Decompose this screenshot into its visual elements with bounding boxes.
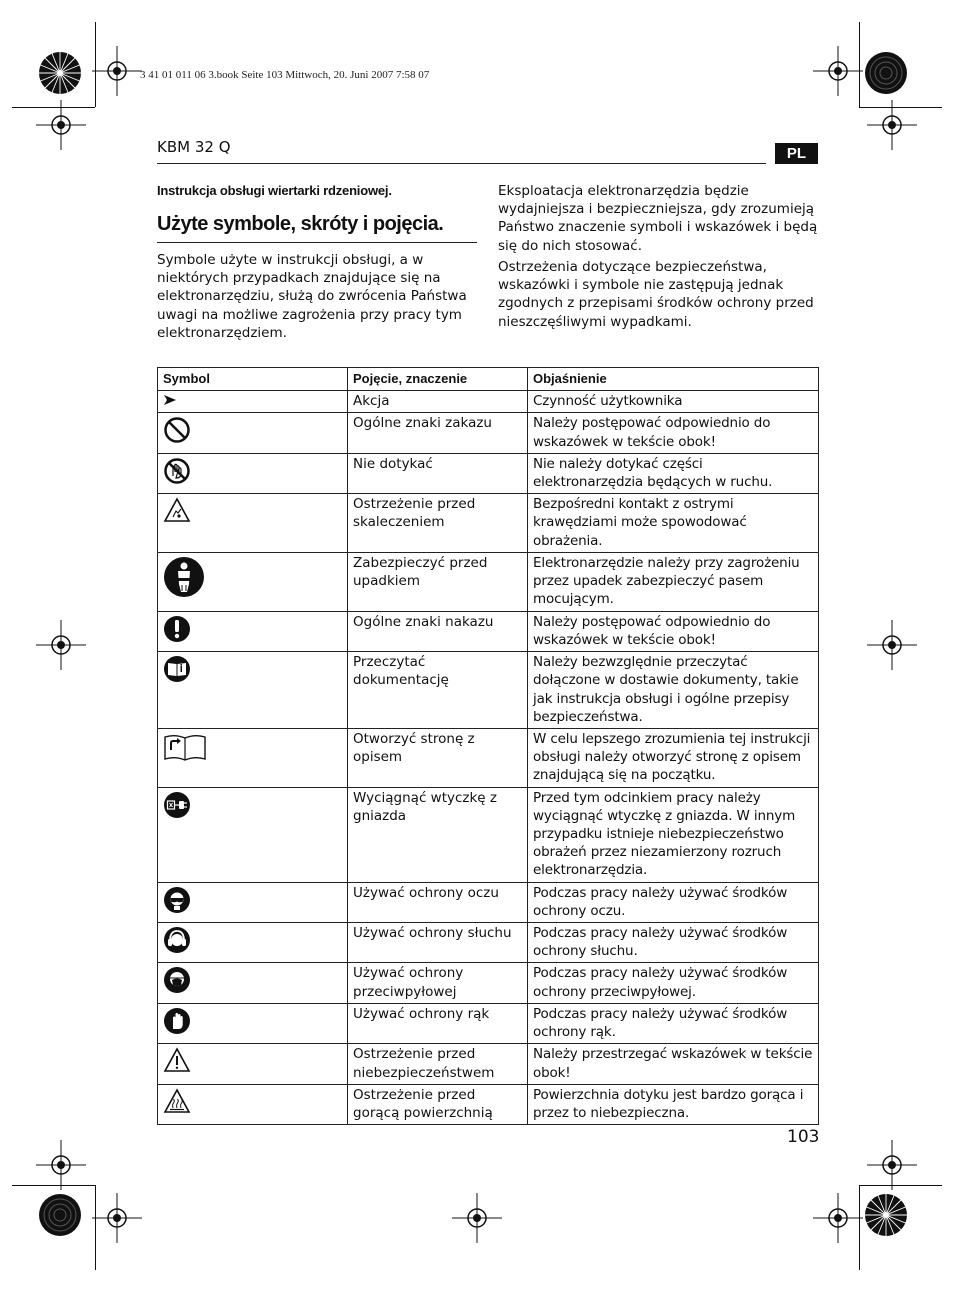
intro-paragraph-right-1: Eksploatacja elektronarzędzia będzie wydajniejsza i bezpieczniejsza, gdy zrozumieją Państwo znaczenie symboli i wskazówek i będą się do nich stosować. [498,183,818,254]
table-row [158,729,819,788]
table-header-row [158,368,819,391]
safety-belt-icon [163,556,205,598]
registration-mark-icon [30,43,90,103]
symbol-explanation: Podczas pracy należy używać środków ochrony słuchu. [528,923,819,963]
crosshair-mark-icon [36,620,86,670]
registration-mark-icon [856,43,916,103]
symbol-explanation: Bezpośredni kontakt z ostrymi krawędziami może spowodować obrażenia. [528,494,819,553]
symbol-explanation: Należy przestrzegać wskazówek w tekście obok! [528,1044,819,1084]
mandatory-sign-icon [163,615,191,643]
crosshair-mark-icon [813,1193,863,1243]
column-header-term: Pojęcie, znaczenie [348,368,528,391]
symbol-explanation: Nie należy dotykać części elektronarzędzia będących w ruchu. [528,453,819,493]
page-number: 103 [787,1127,820,1147]
symbol-explanation: Podczas pracy należy używać środków ochrony rąk. [528,1003,819,1043]
cut-warning-icon [163,497,191,523]
crosshair-mark-icon [867,1140,917,1190]
symbol-term: Przeczytać dokumentację [348,652,528,729]
do-not-touch-icon [163,457,191,485]
model-name: KBM 32 Q [157,138,231,156]
intro-paragraph-right-2: Ostrzeżenia dotyczące bezpieczeństwa, wskazówki i symbole nie zastępują jednak zgodnych z przepisami środków ochrony przed nieszczęśliwymi wypadkami. [498,259,814,330]
open-book-icon [163,732,207,762]
crosshair-mark-icon [92,1193,142,1243]
crop-line [12,107,95,108]
symbol-explanation: Należy postępować odpowiednio do wskazówek w tekście obok! [528,413,819,453]
warning-triangle-icon [163,1047,191,1073]
table-row [158,391,819,413]
registration-mark-icon [856,1185,916,1245]
arrow-icon [163,393,177,407]
crosshair-mark-icon [92,46,142,96]
symbol-term: Zabezpieczyć przed upadkiem [348,552,528,611]
hearing-protection-icon [163,926,191,954]
table-row [158,882,819,922]
table-row [158,1003,819,1043]
gloves-icon [163,1007,191,1035]
crosshair-mark-icon [36,1140,86,1190]
symbol-term: Ogólne znaki zakazu [348,413,528,453]
print-info-line: 3 41 01 011 06 3.book Seite 103 Mittwoch, 20. Juni 2007 7:58 07 [140,69,430,81]
symbol-explanation: Podczas pracy należy używać środków ochrony przeciwpyłowej. [528,963,819,1003]
crosshair-mark-icon [867,620,917,670]
read-manual-icon [163,655,191,683]
symbol-term: Akcja [348,391,528,413]
table-row [158,494,819,553]
symbol-term: Ostrzeżenie przed niebezpieczeństwem [348,1044,528,1084]
crosshair-mark-icon [813,46,863,96]
symbol-term: Używać ochrony oczu [348,882,528,922]
symbol-explanation: Powierzchnia dotyku jest bardzo gorąca i przez to niebezpieczna. [528,1084,819,1124]
column-header-explanation: Objaśnienie [528,368,819,391]
symbol-term: Wyciągnąć wtyczkę z gniazda [348,787,528,882]
crop-line [859,107,942,108]
crop-line [95,1185,96,1270]
table-row [158,453,819,493]
table-row [158,1084,819,1124]
table-row [158,611,819,651]
eye-protection-icon [163,886,191,914]
language-badge: PL [775,143,818,164]
header-divider [157,163,766,164]
crosshair-mark-icon [452,1193,502,1243]
unplug-icon [163,791,191,819]
symbol-explanation: Należy postępować odpowiednio do wskazówek w tekście obok! [528,611,819,651]
crop-line [12,1185,95,1186]
title-divider [157,242,477,243]
symbol-term: Ostrzeżenie przed gorącą powierzchnią [348,1084,528,1124]
symbol-term: Ostrzeżenie przed skaleczeniem [348,494,528,553]
symbol-term: Ogólne znaki nakazu [348,611,528,651]
symbol-term: Nie dotykać [348,453,528,493]
table-row [158,652,819,729]
table-row [158,963,819,1003]
dust-mask-icon [163,966,191,994]
symbol-explanation: W celu lepszego zrozumienia tej instrukcji obsługi należy otworzyć stronę z opisem znajdującą się na początku. [528,729,819,788]
symbol-explanation: Elektronarzędzie należy przy zagrożeniu przez upadek zabezpieczyć pasem mocującym. [528,552,819,611]
table-row [158,1044,819,1084]
column-header-symbol: Symbol [158,368,348,391]
symbol-explanation: Podczas pracy należy używać środków ochrony oczu. [528,882,819,922]
crop-line [95,22,96,107]
table-row [158,923,819,963]
intro-paragraph-left: Symbole użyte w instrukcji obsługi, a w niektórych przypadkach znajdujące się na elektronarzędziu, służą do zwrócenia Państwa uwagi na możliwe zagrożenia przy pracy tym elektronarzędziem. [157,252,467,341]
symbol-explanation: Przed tym odcinkiem pracy należy wyciągnąć wtyczkę z gniazda. W innym przypadku istnieje niebezpieczeństwo obrażeń przez niezamierzony rozruch elektronarzędzia. [528,787,819,882]
table-row [158,552,819,611]
prohibition-icon [163,416,191,444]
symbol-term: Używać ochrony przeciwpyłowej [348,963,528,1003]
symbol-term: Używać ochrony rąk [348,1003,528,1043]
symbol-term: Otworzyć stronę z opisem [348,729,528,788]
crop-line [859,22,860,107]
crop-line [859,1185,860,1270]
symbol-explanation: Czynność użytkownika [528,391,819,413]
table-row [158,787,819,882]
symbol-explanation: Należy bezwzględnie przeczytać dołączone w dostawie dokumenty, takie jak instrukcja obsługi i ogólne przepisy bezpieczeństwa. [528,652,819,729]
manual-subheading: Instrukcja obsługi wiertarki rdzeniowej. [157,183,392,198]
crop-line [859,1185,942,1186]
registration-mark-icon [30,1185,90,1245]
symbol-term: Używać ochrony słuchu [348,923,528,963]
symbols-table [157,367,819,1125]
page-title: Użyte symbole, skróty i pojęcia. [157,213,444,235]
hot-surface-icon [163,1088,191,1114]
table-row [158,413,819,453]
